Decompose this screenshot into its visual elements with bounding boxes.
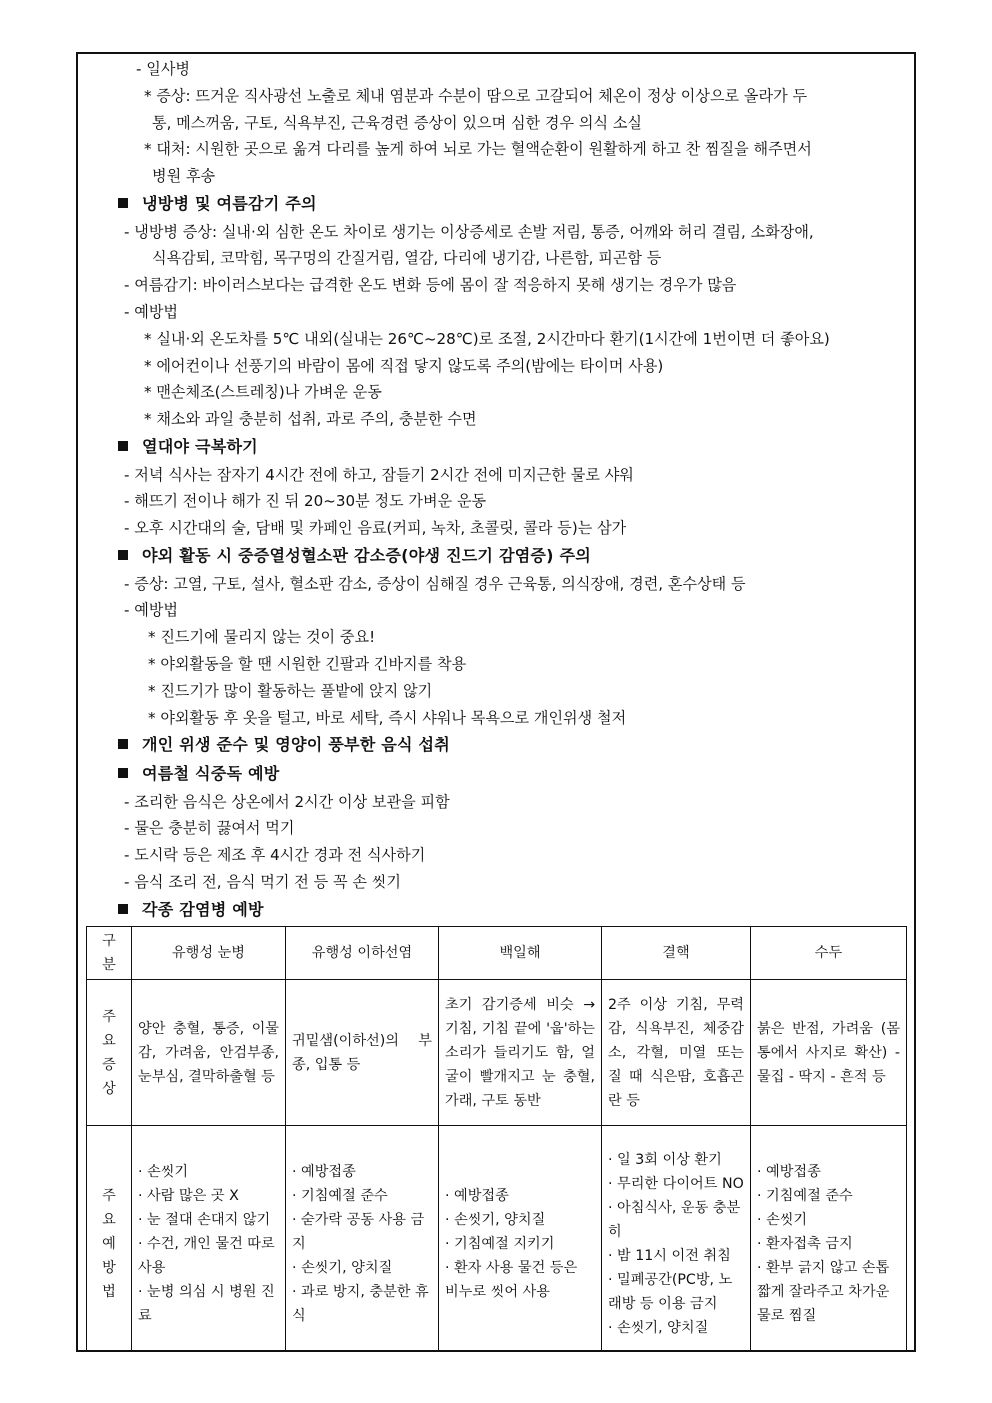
- header-tuberculosis: 결핵: [602, 927, 751, 980]
- square-bullet-icon: [118, 198, 128, 208]
- table-row: [87, 1126, 907, 1353]
- section-heading: 야외 활동 시 중증열성혈소판 감소증(야생 진드기 감염증) 주의: [78, 542, 914, 571]
- section-heading: 개인 위생 준수 및 영양이 풍부한 음식 섭취: [78, 731, 914, 760]
- body-line: 병원 후송: [152, 167, 216, 186]
- body-line: * 대처: 시원한 곳으로 옮겨 다리를 높게 하여 뇌로 가는 혈액순환이 원활하게 하고 찬 찜질을 해주면서: [144, 140, 812, 159]
- body-line: * 진드기에 물리지 않는 것이 중요!: [148, 628, 376, 647]
- header-mumps: 유행성 이하선염: [286, 927, 439, 980]
- body-line: - 도시락 등은 제조 후 4시간 경과 전 식사하기: [124, 846, 426, 865]
- section-heading: 각종 감염병 예방: [78, 896, 914, 925]
- square-bullet-icon: [118, 550, 128, 560]
- table-cell: 귀밑샘(이하선)의 부종, 입통 등: [286, 980, 439, 1126]
- table-header-row: [87, 927, 907, 980]
- document-body: [78, 54, 914, 924]
- row-category-cell: 주 요 증 상: [87, 980, 132, 1126]
- document-frame: [76, 52, 916, 1352]
- body-line: * 에어컨이나 선풍기의 바람이 몸에 직접 닿지 않도록 주의(밤에는 타이머 사용): [144, 356, 664, 375]
- body-line: - 증상: 고열, 구토, 설사, 혈소판 감소, 증상이 심해질 경우 근육통, 의식장애, 경련, 혼수상태 등: [124, 574, 746, 593]
- body-line: * 채소와 과일 충분히 섭취, 과로 주의, 충분한 수면: [144, 410, 477, 429]
- body-line: - 조리한 음식은 상온에서 2시간 이상 보관을 피함: [124, 792, 450, 811]
- square-bullet-icon: [118, 441, 128, 451]
- body-line: - 오후 시간대의 술, 담배 및 카페인 음료(커피, 녹차, 초콜릿, 콜라 등)는 삼가: [124, 519, 627, 538]
- body-line: - 저녁 식사는 잠자기 4시간 전에 하고, 잠들기 2시간 전에 미지근한 물로 샤워: [124, 465, 634, 484]
- row-category-cell: 주 요 예 방 법: [87, 1126, 132, 1353]
- body-line: * 맨손체조(스트레칭)나 가벼운 운동: [144, 383, 382, 402]
- table-cell: · 일 3회 이상 환기 · 무리한 다이어트 NO · 아침식사, 운동 충분히 · 밤 11시 이전 취침 · 밀폐공간(PC방, 노래방 등 이용 금지 · 손씻기, 양치질: [602, 1126, 751, 1353]
- square-bullet-icon: [118, 768, 128, 778]
- body-line: - 여름감기: 바이러스보다는 급격한 온도 변화 등에 몸이 잘 적응하지 못해 생기는 경우가 많음: [124, 276, 737, 295]
- table-cell: 양안 충혈, 통증, 이물감, 가려움, 안검부종, 눈부심, 결막하출혈 등: [132, 980, 286, 1126]
- section-heading: 냉방병 및 여름감기 주의: [78, 190, 914, 219]
- body-line: * 진드기가 많이 활동하는 풀밭에 앉지 않기: [148, 681, 433, 700]
- body-line: - 냉방병 증상: 실내·외 심한 온도 차이로 생기는 이상증세로 손발 저림, 통증, 어깨와 허리 결림, 소화장애,: [124, 222, 814, 241]
- header-pertussis: 백일해: [439, 927, 602, 980]
- body-line: - 해뜨기 전이나 해가 진 뒤 20~30분 정도 가벼운 운동: [124, 492, 487, 511]
- body-line: - 음식 조리 전, 음식 먹기 전 등 꼭 손 씻기: [124, 872, 401, 891]
- table-corner-cell: 구 분: [87, 927, 132, 980]
- body-line: * 야외활동 후 옷을 털고, 바로 세탁, 즉시 샤워나 목욕으로 개인위생 철저: [148, 708, 627, 727]
- section-heading: 여름철 식중독 예방: [78, 760, 914, 789]
- body-line: 식욕감퇴, 코막힘, 목구멍의 간질거림, 열감, 다리에 냉기감, 나른함, 피곤함 등: [152, 249, 662, 268]
- table-cell: · 손씻기 · 사람 많은 곳 X · 눈 절대 손대지 않기 · 수건, 개인 물건 따로 사용 · 눈병 의심 시 병원 진료: [132, 1126, 286, 1353]
- table-cell: · 예방접종 · 기침예절 준수 · 숟가락 공동 사용 금지 · 손씻기, 양치질 · 과로 방지, 충분한 휴식: [286, 1126, 439, 1353]
- body-line: 통, 메스꺼움, 구토, 식욕부진, 근육경련 증상이 있으며 심한 경우 의식 소실: [152, 113, 643, 132]
- body-line: * 야외활동을 할 땐 시원한 긴팔과 긴바지를 착용: [148, 654, 467, 673]
- table-cell: 붉은 반점, 가려움 (몸통에서 사지로 확산) - 물집 - 딱지 - 흔적 등: [751, 980, 907, 1126]
- header-eye-disease: 유행성 눈병: [132, 927, 286, 980]
- body-line: - 예방법: [124, 302, 178, 321]
- body-line: * 증상: 뜨거운 직사광선 노출로 체내 염분과 수분이 땀으로 고갈되어 체온이 정상 이상으로 올라가 두: [144, 86, 808, 105]
- table-cell: 초기 감기증세 비슷 → 기침, 기침 끝에 '웁'하는 소리가 들리기도 함, 얼굴이 빨개지고 눈 충혈, 가래, 구토 동반: [439, 980, 602, 1126]
- body-line: * 실내·외 온도차를 5℃ 내외(실내는 26℃~28℃)로 조절, 2시간마다 환기(1시간에 1번이면 더 좋아요): [144, 329, 830, 348]
- square-bullet-icon: [118, 904, 128, 914]
- infectious-disease-table: [86, 926, 907, 1352]
- square-bullet-icon: [118, 739, 128, 749]
- table-cell: 2주 이상 기침, 무력감, 식욕부진, 체중감소, 각혈, 미열 또는 질 때 식은땀, 호흡곤란 등: [602, 980, 751, 1126]
- body-line: - 예방법: [124, 601, 178, 620]
- header-chickenpox: 수두: [751, 927, 907, 980]
- table-row: [87, 980, 907, 1126]
- section-heading: 열대야 극복하기: [78, 433, 914, 462]
- body-line: - 물은 충분히 끓여서 먹기: [124, 819, 295, 838]
- table-cell: · 예방접종 · 손씻기, 양치질 · 기침예절 지키기 · 환자 사용 물건 등은 비누로 씻어 사용: [439, 1126, 602, 1353]
- body-line: - 일사병: [136, 60, 190, 78]
- table-cell: · 예방접종 · 기침예절 준수 · 손씻기 · 환자접촉 금지 · 환부 긁지 않고 손톱 짧게 잘라주고 차가운 물로 찜질: [751, 1126, 907, 1353]
